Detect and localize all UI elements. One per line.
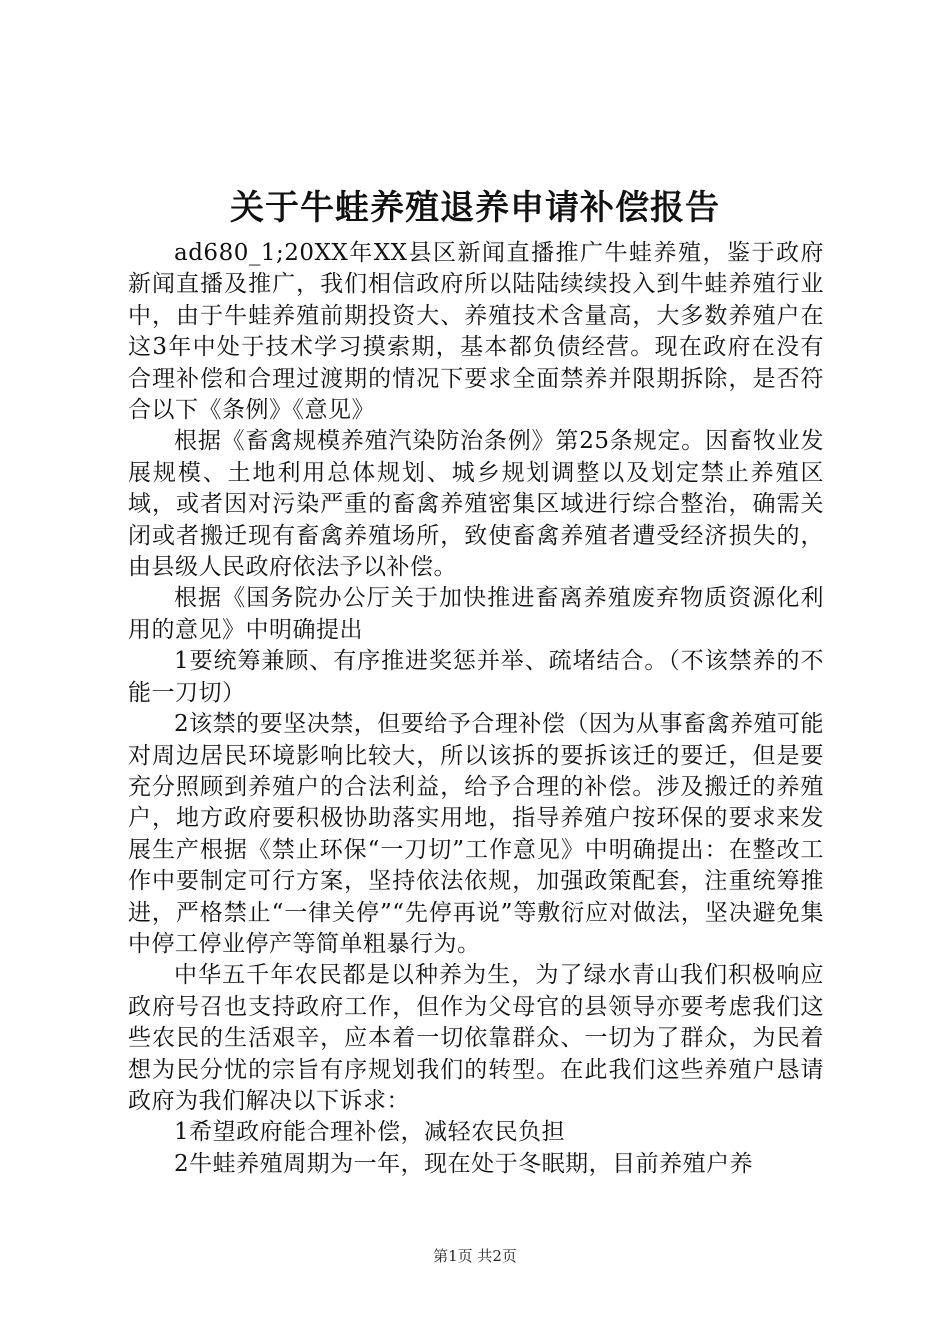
- paragraph: 2牛蛙养殖周期为一年，现在处于冬眠期，目前养殖户养: [174, 1150, 754, 1177]
- paragraph: 2该禁的要坚决禁，但要给予合理补偿（因为从事畜禽养殖可能对周边居民环境影响比较大，所以该拆的要拆该迁的要迁，但是要充分照顾到养殖户的合法利益，给予合理的补偿。涉及搬迁的养殖户，地方政府要积极协助落实用地，指导养殖户按环保的要求来发展生产根据《禁止环保“一刀切”工作意见》中明确提出：在整改工作中要制定可行方案，坚持依法依规，加强政策配套，注重统筹推进，严格禁止“一律关停”“先停再说”等敷衍应对做法，坚决避免集中停工停业停产等简单粗暴行为。: [128, 711, 824, 957]
- paragraph: 中华五千年农民都是以种养为生，为了绿水青山我们积极响应政府号召也支持政府工作，但作为父母官的县领导亦要考虑我们这些农民的生活艰辛，应本着一切依靠群众、一切为了群众，为民着想为民分忧的宗旨有序规划我们的转型。在此我们这些养殖户恳请政府为我们解决以下诉求：: [128, 962, 824, 1114]
- paragraph: 根据《国务院办公厅关于加快推进畜离养殖废弃物质资源化利用的意见》中明确提出: [128, 585, 824, 643]
- document-body: [128, 238, 824, 1180]
- paragraph: ad680_1;20XX年XX县区新闻直播推广牛蛙养殖，鉴于政府新闻直播及推广，我们相信政府所以陆陆续续投入到牛蛙养殖行业中，由于牛蛙养殖前期投资大、养殖技术含量高，大多数养殖户在这3年中处于技术学习摸索期，基本都负债经营。现在政府在没有合理补偿和合理过渡期的情况下要求全面禁养并限期拆除，是否符合以下《条例》《意见》: [128, 240, 824, 424]
- paragraph: 1要统筹兼顾、有序推进奖惩并举、疏堵结合。（不该禁养的不能一刀切）: [128, 648, 824, 706]
- page-number-footer: 第1页 共2页: [433, 1247, 517, 1265]
- paragraph: 根据《畜禽规模养殖汽染防治条例》第25条规定。因畜牧业发展规模、土地利用总体规划、城乡规划调整以及划定禁止养殖区域，或者因对污染严重的畜禽养殖密集区域进行综合整治，确需关闭或者搬迁现有畜禽养殖场所，致使畜禽养殖者遭受经济损失的，由县级人民政府依法予以补偿。: [128, 428, 824, 581]
- paragraph: 1希望政府能合理补偿，减轻农民负担: [174, 1119, 566, 1146]
- document-title: 关于牛蛙养殖退养申请补偿报告: [230, 188, 720, 228]
